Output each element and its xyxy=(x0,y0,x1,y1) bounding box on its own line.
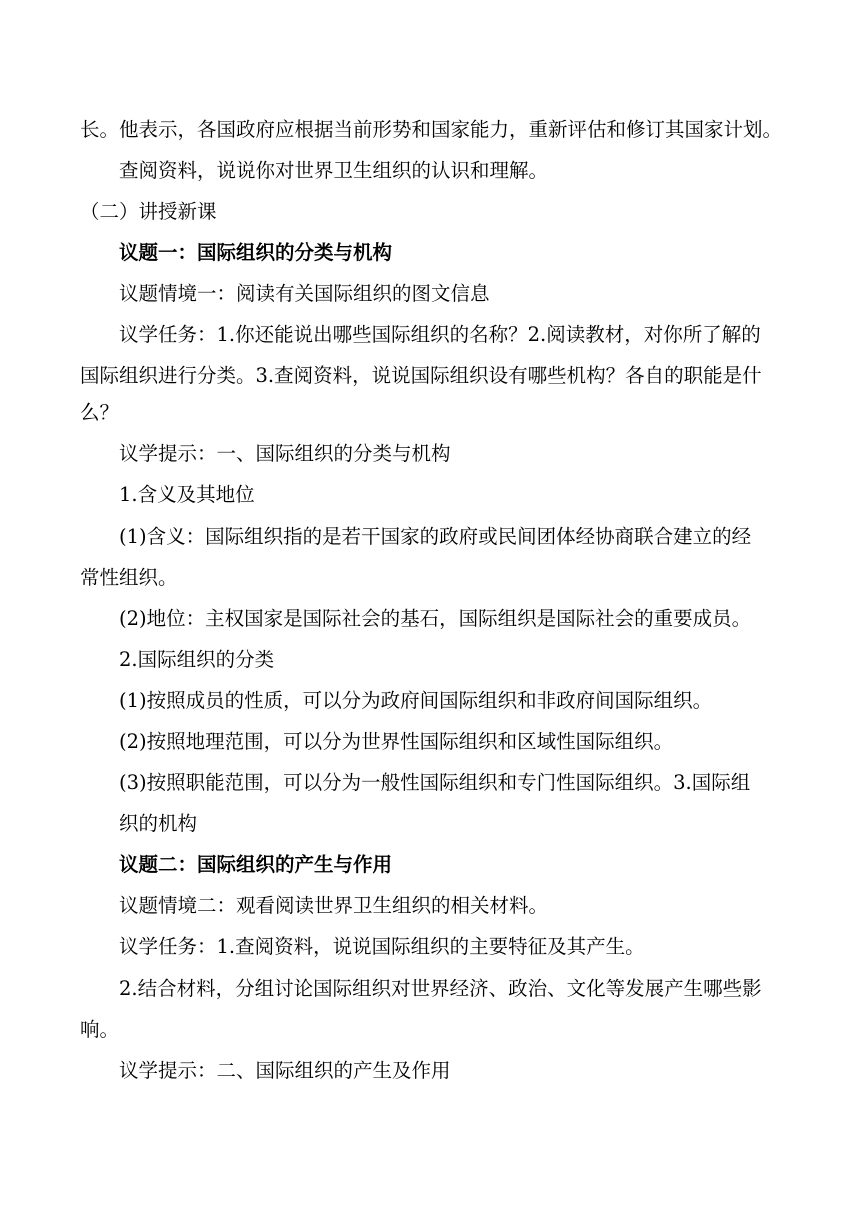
paragraph-line: 响。 xyxy=(80,1018,120,1041)
paragraph-line: 议学任务：1.你还能说出哪些国际组织的名称？2.阅读教材，对你所了解的 xyxy=(119,323,761,346)
paragraph-line: 长。他表示，各国政府应根据当前形势和国家能力，重新评估和修订其国家计划。 xyxy=(80,118,783,141)
paragraph-line: (3)按照职能范围，可以分为一般性国际组织和专门性国际组织。3.国际组 xyxy=(119,771,751,794)
paragraph-line: (1)按照成员的性质，可以分为政府间国际组织和非政府间国际组织。 xyxy=(119,689,713,712)
paragraph-line: 议题情境二：观看阅读世界卫生组织的相关材料。 xyxy=(119,894,549,917)
paragraph-line: (1)含义：国际组织指的是若干国家的政府或民间团体经协商联合建立的经 xyxy=(119,525,752,548)
topic-heading: 议题二：国际组织的产生与作用 xyxy=(119,853,393,876)
paragraph-line: 1.含义及其地位 xyxy=(119,483,255,506)
paragraph-line: (2)地位：主权国家是国际社会的基石，国际组织是国际社会的重要成员。 xyxy=(119,607,752,630)
paragraph-line: 查阅资料，说说你对世界卫生组织的认识和理解。 xyxy=(119,159,549,182)
topic-heading: 议题一：国际组织的分类与机构 xyxy=(119,241,393,264)
paragraph-line: (2)按照地理范围，可以分为世界性国际组织和区域性国际组织。 xyxy=(119,730,674,753)
paragraph-line: 常性组织。 xyxy=(80,566,178,589)
paragraph-line: 议学任务：1.查阅资料，说说国际组织的主要特征及其产生。 xyxy=(119,935,645,958)
paragraph-line: 国际组织进行分类。3.查阅资料，说说国际组织设有哪些机构？各自的职能是什 xyxy=(80,364,762,387)
paragraph-line: 织的机构 xyxy=(119,812,198,835)
paragraph-line: 2.结合材料，分组讨论国际组织对世界经济、政治、文化等发展产生哪些影 xyxy=(119,977,762,1000)
paragraph-line: 2.国际组织的分类 xyxy=(119,648,275,671)
paragraph-line: 议学提示：一、国际组织的分类与机构 xyxy=(119,442,451,465)
paragraph-line: 议学提示：二、国际组织的产生及作用 xyxy=(119,1059,451,1082)
paragraph-line: 么？ xyxy=(80,401,120,424)
section-heading: （二）讲授新课 xyxy=(80,200,217,223)
paragraph-line: 议题情境一：阅读有关国际组织的图文信息 xyxy=(119,282,490,305)
